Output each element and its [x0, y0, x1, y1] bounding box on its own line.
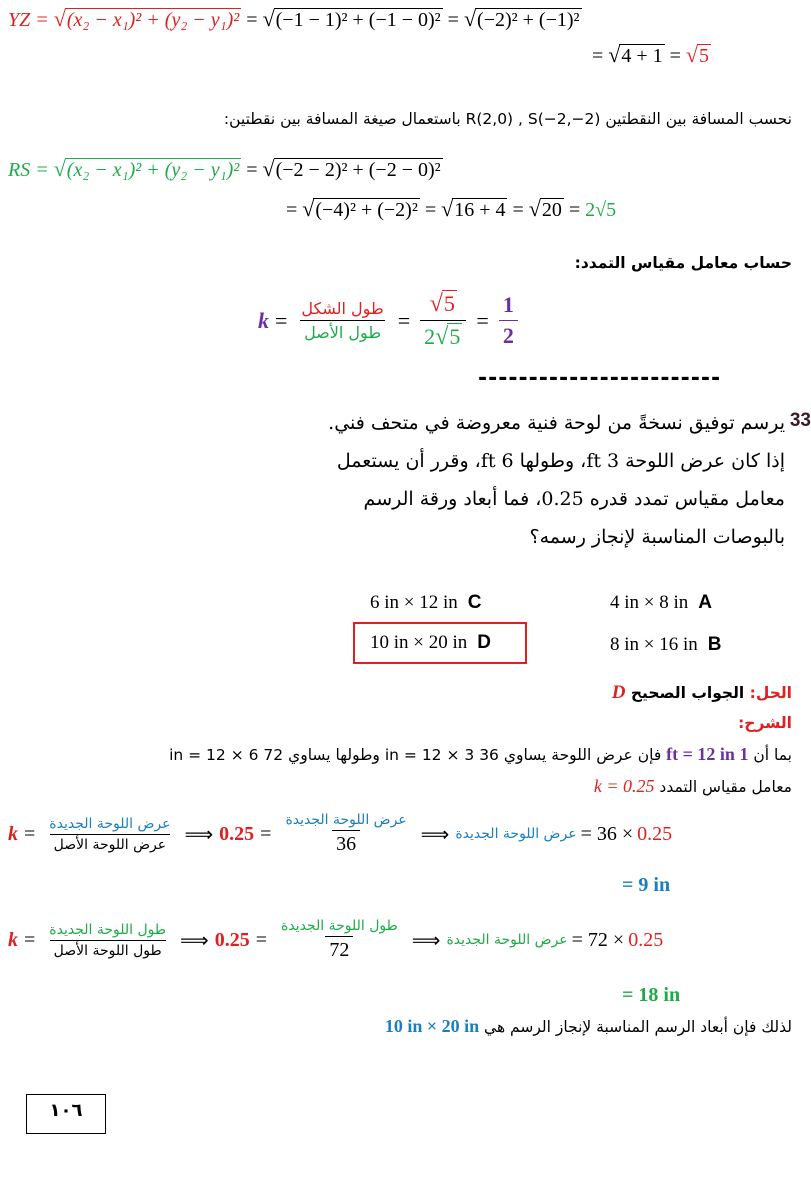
- length-arrow2: ⟹: [411, 929, 441, 952]
- yz-step3: 4 + 1: [621, 45, 663, 67]
- conclusion-line: [385, 1016, 792, 1037]
- k-eq3: =: [476, 307, 489, 333]
- option-a: 4 in × 8 in A: [610, 592, 713, 613]
- rs-result: 2√5: [585, 199, 617, 221]
- explain-line-1a: بما أن: [753, 746, 792, 764]
- explain-label: الشرح:: [738, 714, 792, 732]
- width-den: عرض اللوحة الأصل: [50, 834, 170, 853]
- k-symbol: k: [258, 307, 269, 333]
- yz-lhs: YZ =: [8, 9, 49, 31]
- rs-step2: (−4)² + (−2)²: [315, 199, 418, 221]
- length-rhs-label: عرض اللوحة الجديدة: [446, 932, 568, 948]
- problem-line-1: يرسم توفيق نسخةً من لوحة فنية معروضة في متحف فني.: [328, 412, 785, 434]
- conclusion-text: لذلك فإن أبعاد الرسم المناسبة لإنجاز الرسم هي: [484, 1018, 792, 1036]
- width-equation: [8, 812, 672, 856]
- length-rhs-expr: = 72 ×: [571, 928, 625, 951]
- rs-step1: (−2 − 2)² + (−2 − 0)²: [275, 159, 441, 181]
- yz-eq1: =: [246, 9, 258, 31]
- solution-line: [612, 682, 792, 704]
- problem-33: [305, 404, 811, 556]
- width-num: عرض اللوحة الجديدة: [49, 815, 171, 832]
- rs-formula: (x₂ − x₁)² + (y₂ − y₁)²: [66, 159, 240, 181]
- yz-formula: (x₂ − x₁)² + (y₂ − y₁)²: [66, 9, 240, 31]
- k-value-fraction: $\frac{√5}{2√5}$: [420, 290, 466, 351]
- k-text-fraction: [297, 299, 387, 342]
- width-eq: =: [24, 822, 36, 845]
- solution-letter: D: [611, 682, 626, 703]
- problem-number: 33: [789, 410, 811, 431]
- width-arrow1: ⟹: [184, 823, 214, 846]
- solution-label: الحل:: [749, 684, 792, 702]
- yz-step1: (−1 − 1)² + (−1 − 0)²: [275, 9, 441, 31]
- rs-lhs: RS =: [8, 159, 49, 181]
- rs-distance-line1: RS = √(x₂ − x₁)² + (y₂ − y₁)² = √(−2 − 2)² + (−2 − 0)²: [8, 156, 441, 181]
- k-value: k = 0.25: [593, 776, 655, 796]
- section-separator: ------------------------: [478, 366, 722, 391]
- width-val: 0.25: [219, 822, 255, 845]
- scale-factor-heading: حساب معامل مقياس التمدد:: [574, 254, 792, 272]
- conclusion-dimensions-text: 10 in × 20 in: [384, 1016, 480, 1036]
- k-result-fraction: [499, 292, 518, 349]
- yz-eq3: =: [592, 45, 604, 67]
- k-den-coef: 2: [424, 324, 436, 349]
- length-eq2: =: [255, 928, 267, 951]
- k-fraction-equation: [258, 290, 522, 351]
- length-result: = 18 in: [622, 984, 681, 1006]
- rs-eq1: =: [246, 159, 258, 181]
- k-num-value: 5: [443, 291, 455, 316]
- explain-line-1: [169, 744, 792, 765]
- k-numerator-text: طول الشكل: [301, 299, 384, 318]
- width-den2: 36: [332, 830, 360, 856]
- conclusion-dimensions: [385, 1016, 479, 1036]
- length-num: طول اللوحة الجديدة: [49, 921, 167, 938]
- width-rhs-val: 0.25: [637, 822, 673, 845]
- page-number: ١٠٦: [49, 1100, 83, 1121]
- length-den: طول اللوحة الأصل: [50, 940, 166, 959]
- ft-to-in: 1 ft = 12 in: [666, 744, 749, 764]
- k-denominator-text: طول الأصل: [300, 320, 385, 342]
- yz-eq2: =: [447, 9, 459, 31]
- yz-result: 5: [699, 45, 709, 67]
- width-rhs-label: عرض اللوحة الجديدة: [455, 826, 577, 842]
- problem-line-4: بالبوصات المناسبة لإنجاز رسمه؟: [529, 526, 785, 548]
- option-d-text: 10 in × 20 in: [370, 632, 468, 653]
- rs-distance-line2: = √(−4)² + (−2)² = √16 + 4 = √20 = 2√5: [286, 196, 617, 221]
- length-num2: طول اللوحة الجديدة: [281, 918, 398, 934]
- width-rhs-expr: = 36 ×: [580, 822, 634, 845]
- k-eq2: =: [397, 307, 411, 333]
- k-result-num: 1: [502, 292, 514, 317]
- yz-distance-line1: YZ = √(x₂ − x₁)² + (y₂ − y₁)² = √(−1 − 1)² + (−1 − 0)² = √(−2)² + (−1)²: [8, 6, 580, 31]
- length-arrow1: ⟹: [180, 929, 209, 952]
- length-rhs-val: 0.25: [628, 928, 664, 951]
- length-equation: [8, 918, 663, 962]
- length-eq: =: [24, 928, 36, 951]
- width-eq2: =: [260, 822, 272, 845]
- option-d: 10 in × 20 in D: [370, 632, 492, 653]
- yz-eq4: =: [669, 45, 681, 67]
- rs-eq5: =: [568, 199, 581, 221]
- k-den-value: 5: [449, 324, 461, 349]
- width-k: k: [8, 822, 18, 845]
- rs-step4: 20: [541, 199, 562, 221]
- rs-step3: 16 + 4: [454, 199, 506, 221]
- rs-intro-text: نحسب المسافة بين النقطتين R(2,0) , S(−2,−2) باستعمال صيغة المسافة بين نقطتين:: [223, 110, 792, 128]
- option-c-text: 6 in × 12 in: [370, 592, 458, 613]
- explain-line-2: [594, 776, 792, 797]
- k-result-den: 2: [499, 320, 518, 349]
- width-result: = 9 in: [622, 874, 671, 896]
- rs-eq2: =: [286, 199, 298, 221]
- option-a-text: 4 in × 8 in: [610, 592, 689, 613]
- width-num2: عرض اللوحة الجديدة: [285, 812, 407, 828]
- width-arrow2: ⟹: [420, 823, 450, 846]
- option-c: 6 in × 12 in C: [370, 592, 482, 613]
- option-b: 8 in × 16 in B: [610, 634, 722, 655]
- option-b-text: 8 in × 16 in: [610, 634, 698, 655]
- explain-line-2a: معامل مقياس التمدد: [659, 778, 792, 796]
- solution-text: الجواب الصحيح: [630, 684, 745, 702]
- problem-line-2: إذا كان عرض اللوحة 3 ft، وطولها 6 ft، وقرر أن يستعمل: [336, 450, 785, 472]
- length-den2: 72: [325, 936, 353, 962]
- rs-eq3: =: [424, 199, 437, 221]
- rs-eq4: =: [512, 199, 524, 221]
- length-val: 0.25: [214, 928, 250, 951]
- problem-line-3: معامل مقياس تمدد قدره 0.25، فما أبعاد ورقة الرسم: [363, 488, 785, 510]
- explain-line-1c: فإن عرض اللوحة يساوي 36 in = 12 × 3 وطولها يساوي 72 in = 12 × 6: [169, 746, 662, 764]
- length-k: k: [8, 928, 18, 951]
- yz-step2: (−2)² + (−1)²: [477, 9, 580, 31]
- k-eq: =: [275, 307, 288, 333]
- yz-distance-line2: = √4 + 1 = √5: [592, 42, 709, 67]
